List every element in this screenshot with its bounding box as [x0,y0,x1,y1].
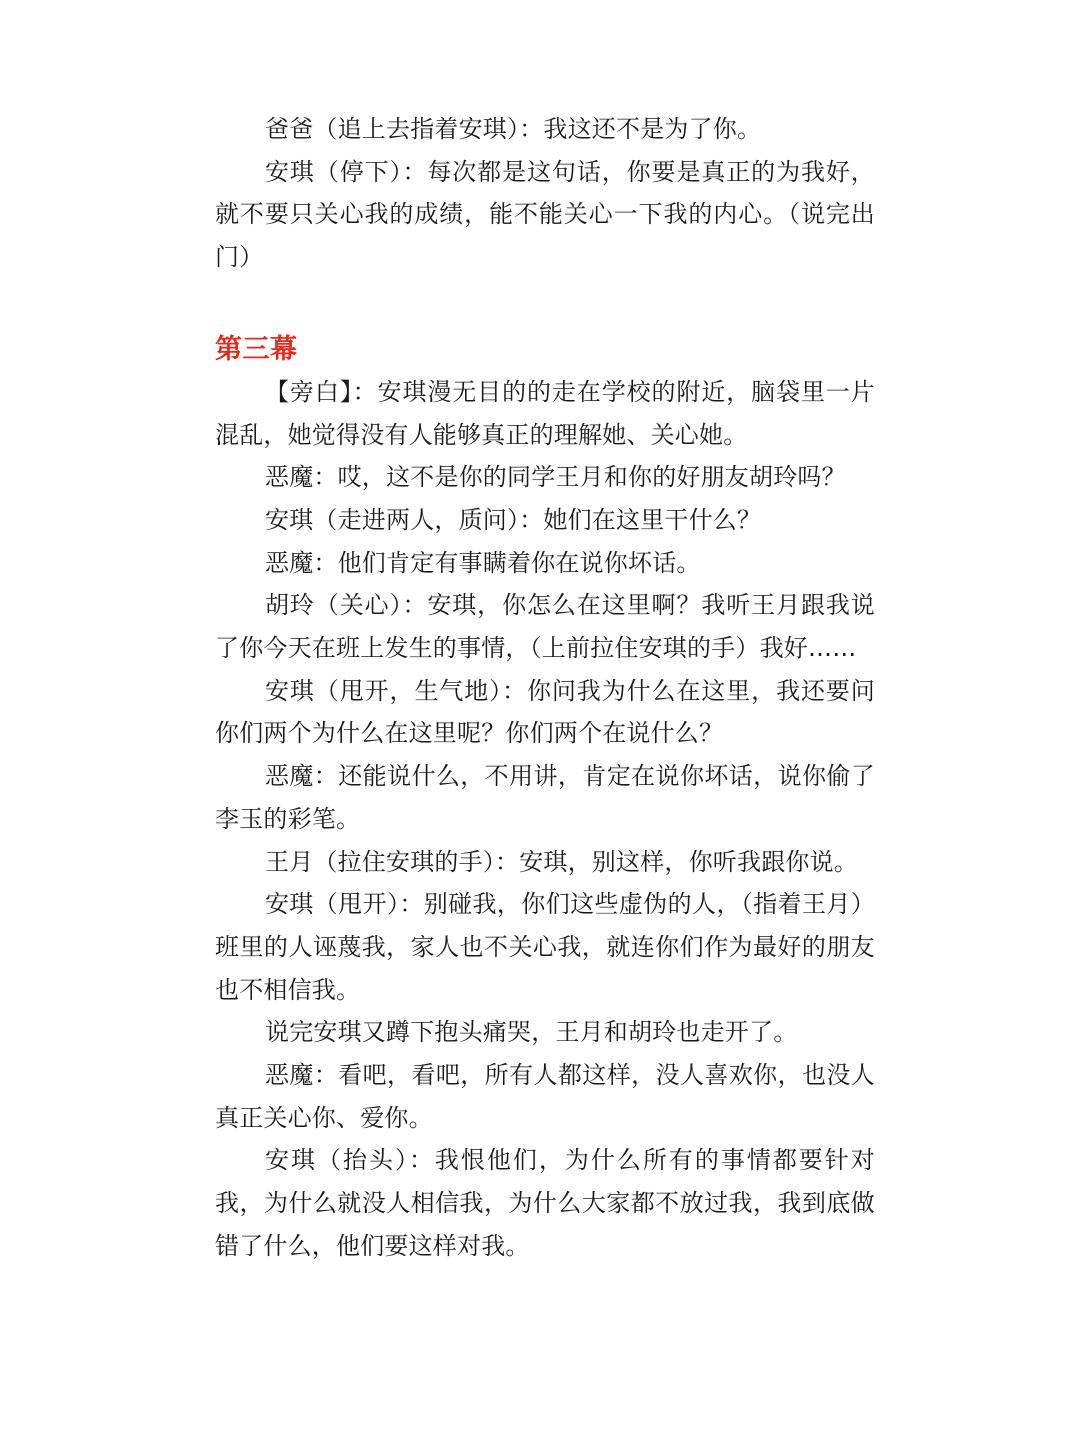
dialogue-line: 安琪（抬头）：我恨他们，为什么所有的事情都要针对我，为什么就没人相信我，为什么大家都不放过我，我到底做错了什么，他们要这样对我。 [215,1146,875,1260]
dialogue-line: 恶魔：看吧，看吧，所有人都这样，没人喜欢你，也没人真正关心你、爱你。 [215,1061,875,1132]
dialogue-line: 安琪（甩开）：别碰我，你们这些虚伪的人，（指着王月）班里的人诬蔑我，家人也不关心我，就连你们作为最好的朋友也不相信我。 [215,890,875,1004]
dialogue-line: 安琪（走进两人，质问）：她们在这里干什么？ [265,505,762,534]
dialogue-line: 胡玲（关心）：安琪，你怎么在这里啊？我听王月跟我说了你今天在班上发生的事情，（上前拉住安琪的手）我好…… [215,591,875,663]
dialogue-line: 恶魔：哎，这不是你的同学王月和你的好朋友胡玲吗？ [265,463,846,492]
dialogue-line: 恶魔：他们肯定有事瞒着你在说你坏话。 [265,548,701,577]
stage-direction-line: 说完安琪又蹲下抱头痛哭，王月和胡玲也走开了。 [265,1018,798,1047]
dialogue-line: 王月（拉住安琪的手）：安琪，别这样，你听我跟你说。 [265,847,858,876]
dialogue-line: 安琪（停下）：每次都是这句话，你要是真正的为我好，就不要只关心我的成绩，能不能关心一下我的内心。（说完出门） [215,157,875,272]
dialogue-line: 恶魔：还能说什么，不用讲，肯定在说你坏话，说你偷了李玉的彩笔。 [215,762,875,833]
dialogue-line: 爸爸（追上去指着安琪）：我这还不是为了你。 [265,115,762,143]
act-heading: 第三幕 [215,333,298,365]
script-page [215,108,875,1268]
narration-line: 【旁白】：安琪漫无目的的走在学校的附近，脑袋里一片混乱，她觉得没有人能够真正的理解她、关心她。 [215,377,875,449]
dialogue-line: 安琪（甩开，生气地）：你问我为什么在这里，我还要问你们两个为什么在这里呢？你们两个在说什么？ [215,676,875,748]
